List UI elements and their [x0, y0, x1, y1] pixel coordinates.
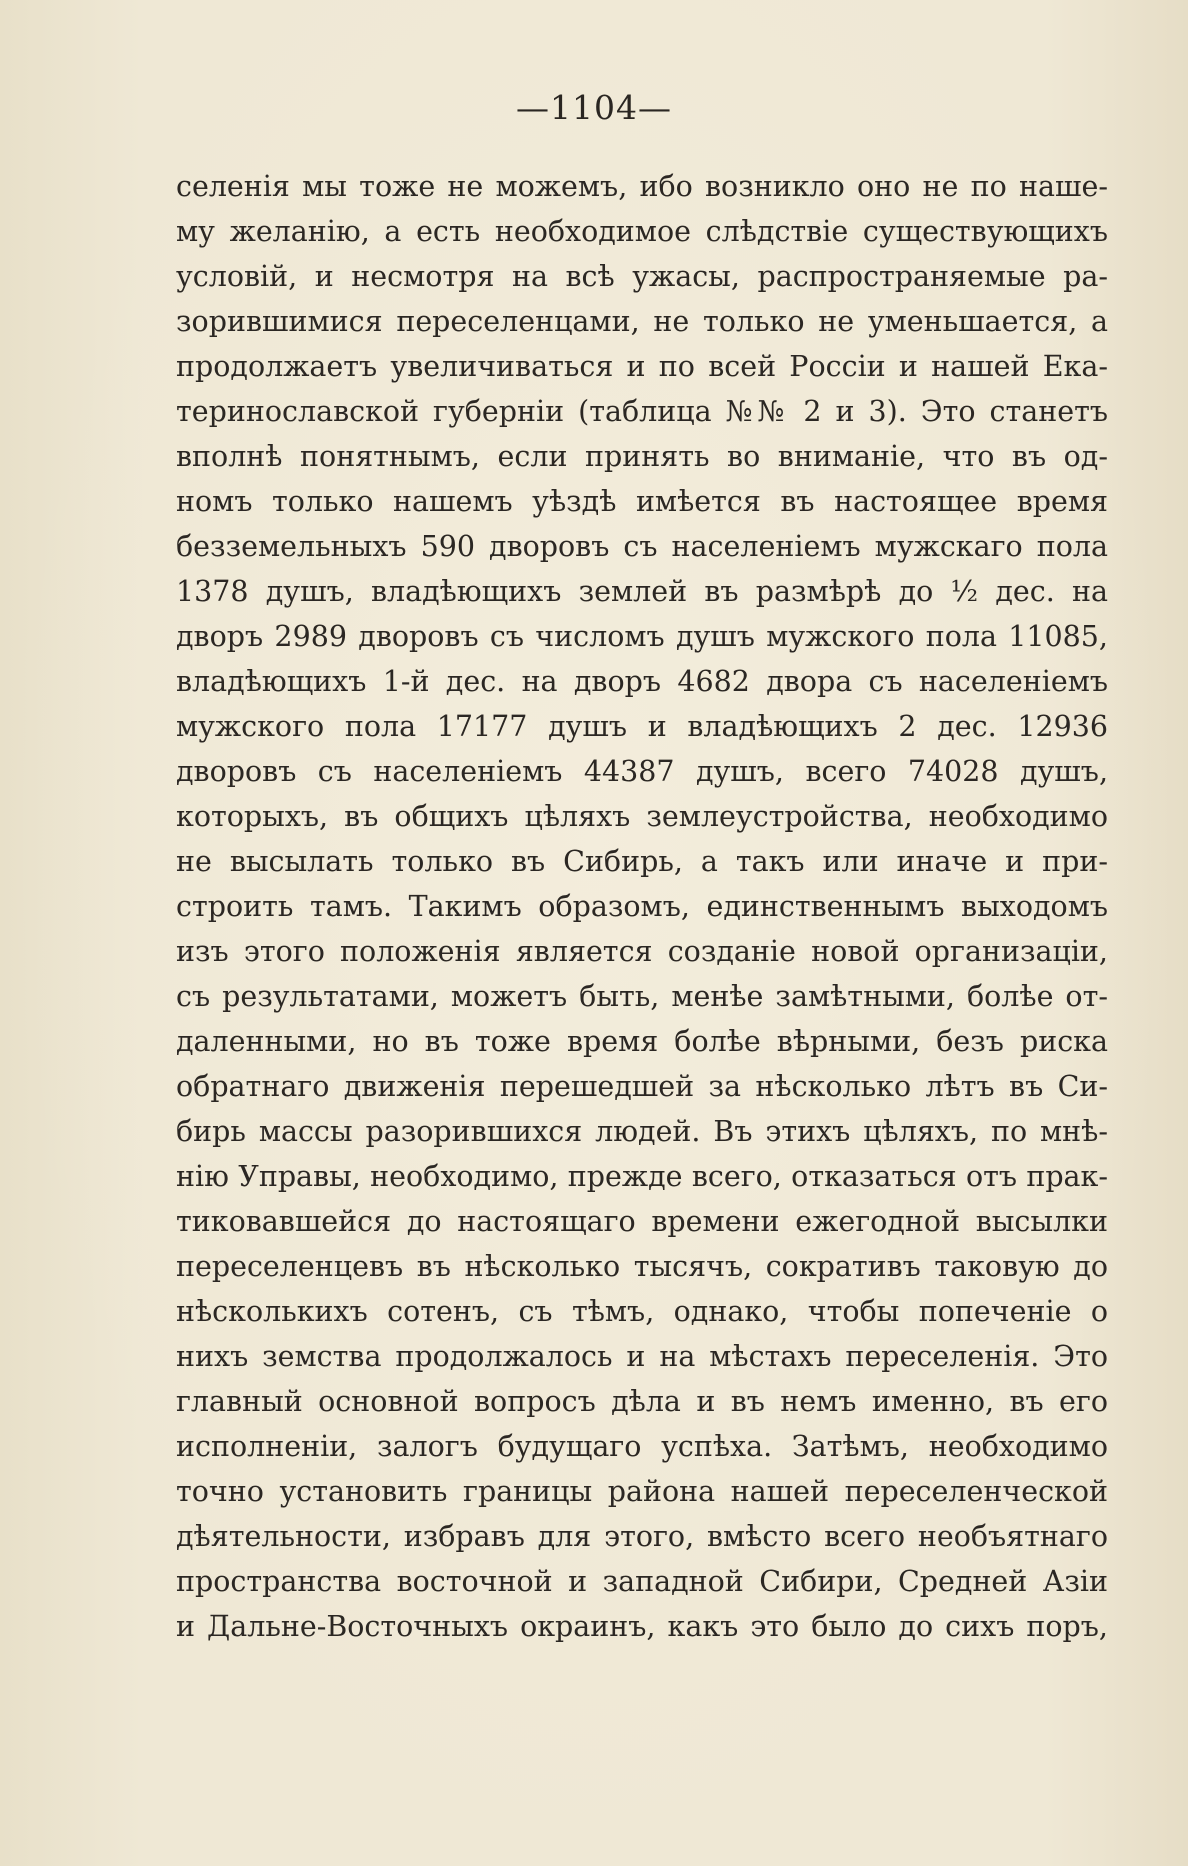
- page-number: —1104—: [516, 88, 672, 127]
- text-line: пространства восточной и западной Сибири, Средней Азіи: [176, 1565, 1108, 1598]
- text-line: 1378 душъ, владѣющихъ землей въ размѣрѣ до ½ дес. на: [176, 575, 1108, 608]
- text-line: которыхъ, въ общихъ цѣляхъ землеустройства, необходимо: [176, 800, 1108, 833]
- text-line: владѣющихъ 1-й дес. на дворъ 4682 двора съ населеніемъ: [176, 665, 1108, 698]
- text-line: съ результатами, можетъ быть, менѣе замѣтными, болѣе от-: [176, 980, 1108, 1013]
- text-line: безземельныхъ 590 дворовъ съ населеніемъ мужскаго пола: [176, 530, 1108, 563]
- text-line: переселенцевъ въ нѣсколько тысячъ, сокративъ таковую до: [176, 1250, 1108, 1283]
- text-line: бирь массы разорившихся людей. Въ этихъ цѣляхъ, по мнѣ-: [176, 1115, 1108, 1148]
- text-line: условій, и несмотря на всѣ ужасы, распространяемые ра-: [176, 260, 1108, 293]
- text-line: дѣятельности, избравъ для этого, вмѣсто всего необъятнаго: [176, 1520, 1108, 1553]
- text-line: изъ этого положенія является созданіе новой организаціи,: [176, 935, 1108, 968]
- text-line: номъ только нашемъ уѣздѣ имѣется въ настоящее время: [176, 485, 1108, 518]
- text-line: му желанію, а есть необходимое слѣдствіе существующихъ: [176, 215, 1108, 248]
- text-line: зорившимися переселенцами, не только не уменьшается, а: [176, 305, 1108, 338]
- text-line: нѣсколькихъ сотенъ, съ тѣмъ, однако, чтобы попеченіе о: [176, 1295, 1108, 1328]
- text-line: селенія мы тоже не можемъ, ибо возникло оно не по наше-: [176, 170, 1108, 203]
- text-line: дворъ 2989 дворовъ съ числомъ душъ мужского пола 11085,: [176, 620, 1108, 653]
- text-line: не высылать только въ Сибирь, а такъ или иначе и при-: [176, 845, 1108, 878]
- text-line: тиковавшейся до настоящаго времени ежегодной высылки: [176, 1205, 1108, 1238]
- text-line: исполненіи, залогъ будущаго успѣха. Затѣмъ, необходимо: [176, 1430, 1108, 1463]
- text-line: дворовъ съ населеніемъ 44387 душъ, всего 74028 душъ,: [176, 755, 1108, 788]
- text-line: точно установить границы района нашей переселенческой: [176, 1475, 1108, 1508]
- text-line: строить тамъ. Такимъ образомъ, единственнымъ выходомъ: [176, 890, 1108, 923]
- text-line: и Дальне-Восточныхъ окраинъ, какъ это было до сихъ поръ,: [176, 1610, 1108, 1643]
- text-line: нихъ земства продолжалось и на мѣстахъ переселенія. Это: [176, 1340, 1108, 1373]
- text-line: обратнаго движенія перешедшей за нѣсколько лѣтъ въ Си-: [176, 1070, 1108, 1103]
- text-line: мужского пола 17177 душъ и владѣющихъ 2 дес. 12936: [176, 710, 1108, 743]
- text-line: вполнѣ понятнымъ, если принять во вниманіе, что въ од-: [176, 440, 1108, 473]
- text-line: теринославской губерніи (таблица №№ 2 и 3). Это станетъ: [176, 395, 1108, 428]
- text-line: нію Управы, необходимо, прежде всего, отказаться отъ прак-: [176, 1160, 1108, 1193]
- body-text: [176, 164, 1108, 1649]
- text-line: даленными, но въ тоже время болѣе вѣрными, безъ риска: [176, 1025, 1108, 1058]
- text-line: продолжаетъ увеличиваться и по всей Россіи и нашей Ека-: [176, 350, 1108, 383]
- text-line: главный основной вопросъ дѣла и въ немъ именно, въ его: [176, 1385, 1108, 1418]
